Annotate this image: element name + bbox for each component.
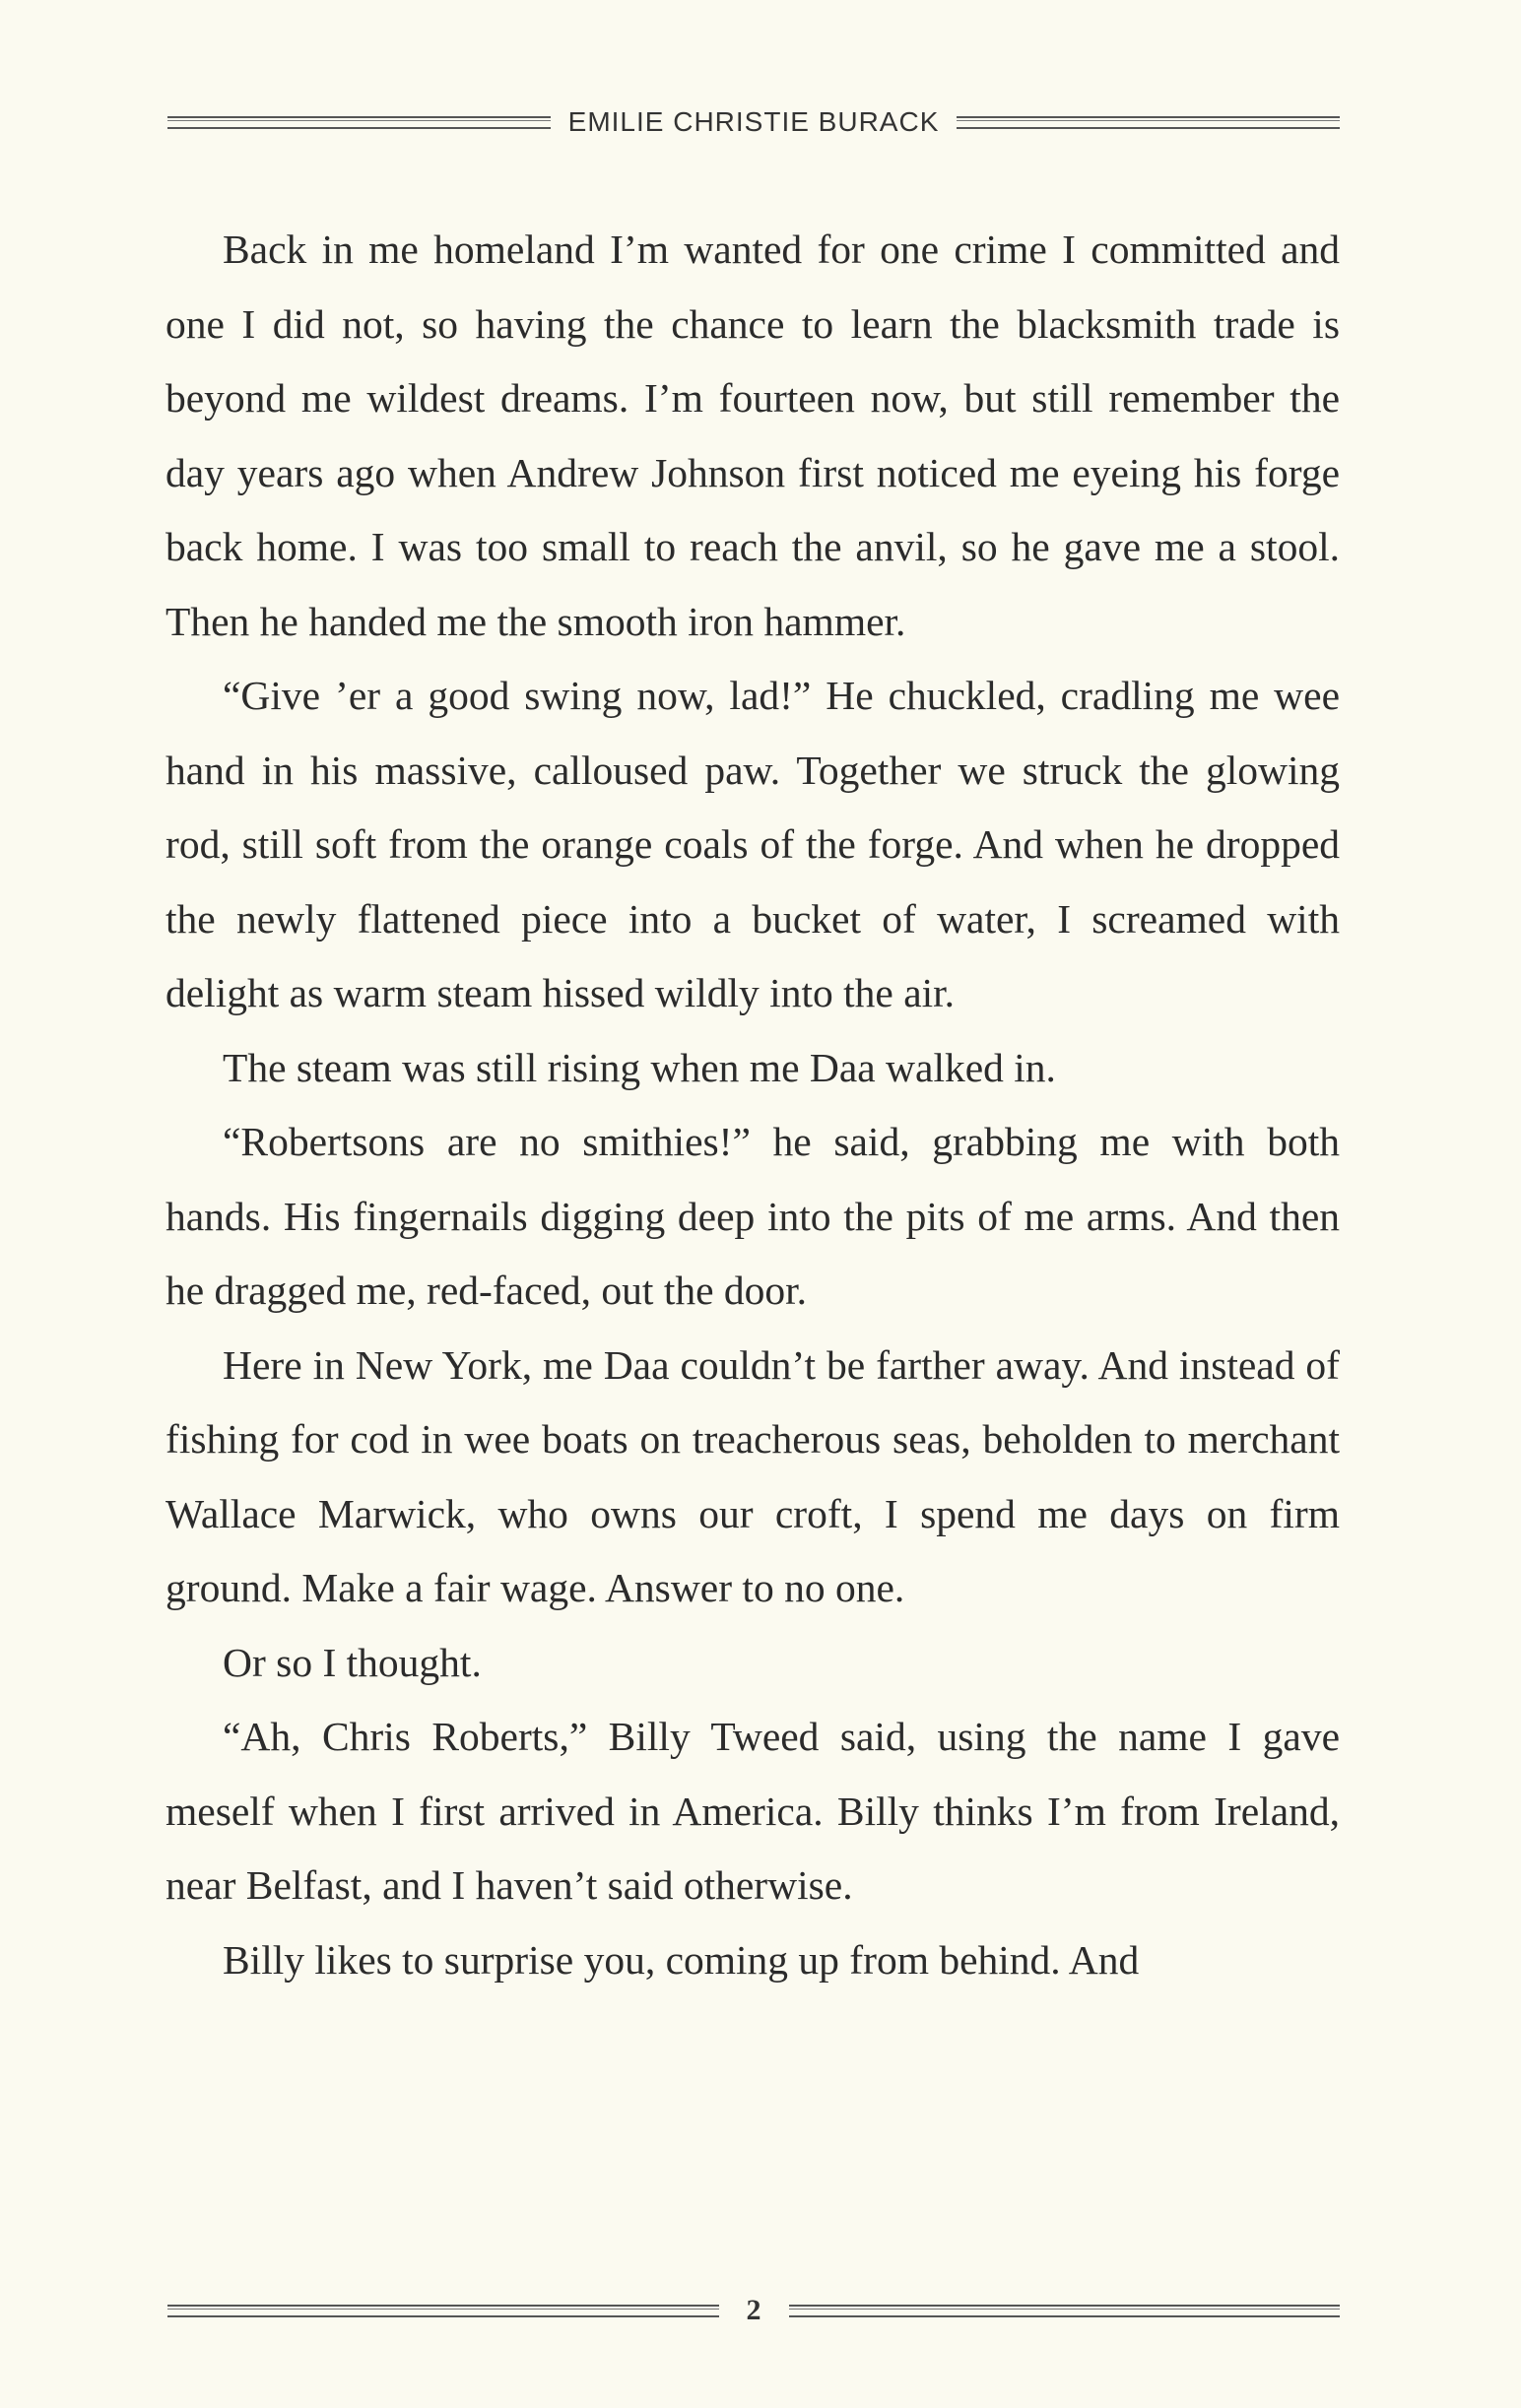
header-rule-left	[167, 116, 551, 129]
footer-rule-left	[167, 2305, 719, 2317]
paragraph: “Ah, Chris Roberts,” Billy Tweed said, using the name I gave meself when I first arrived in America. Billy thinks I’m from Ireland, near Belfast, and I haven’t said otherwise.	[165, 1714, 1340, 1908]
paragraph: The steam was still rising when me Daa walked in.	[223, 1044, 1056, 1090]
paragraph: “Give ’er a good swing now, lad!” He chuckled, cradling me wee hand in his massive, calloused paw. Together we struck the glowing rod, still soft from the orange coals of the forge. And when he dropped the newly flattened piece into a bucket of water, I screamed with delight as warm steam hissed wildly into the air.	[165, 673, 1340, 1015]
page-footer	[167, 2291, 1340, 2330]
paragraph: “Robertsons are no smithies!” he said, grabbing me with both hands. His fingernails digging deep into the pits of me arms. And then he dragged me, red-faced, out the door.	[165, 1119, 1340, 1313]
body-text	[165, 213, 1340, 1997]
paragraph: Back in me homeland I’m wanted for one crime I committed and one I did not, so having the chance to learn the blacksmith trade is beyond me wildest dreams. I’m fourteen now, but still remember the day years ago when Andrew Johnson first noticed me eyeing his forge back home. I was too small to reach the anvil, so he gave me a stool. Then he handed me the smooth iron hammer.	[165, 227, 1340, 644]
paragraph: Billy likes to surprise you, coming up from behind. And	[223, 1936, 1140, 1983]
running-head	[167, 102, 1340, 142]
page-number: 2	[746, 2294, 761, 2326]
paragraph: Here in New York, me Daa couldn’t be farther away. And instead of fishing for cod in wee boats on treacherous seas, beholden to merchant Wallace Marwick, who owns our croft, I spend me days on firm ground. Make a fair wage. Answer to no one.	[165, 1341, 1340, 1610]
header-rule-right	[957, 116, 1340, 129]
paragraph: Or so I thought.	[223, 1639, 482, 1685]
running-title: EMILIE CHRISTIE BURACK	[567, 106, 940, 137]
footer-rule-right	[789, 2305, 1341, 2317]
